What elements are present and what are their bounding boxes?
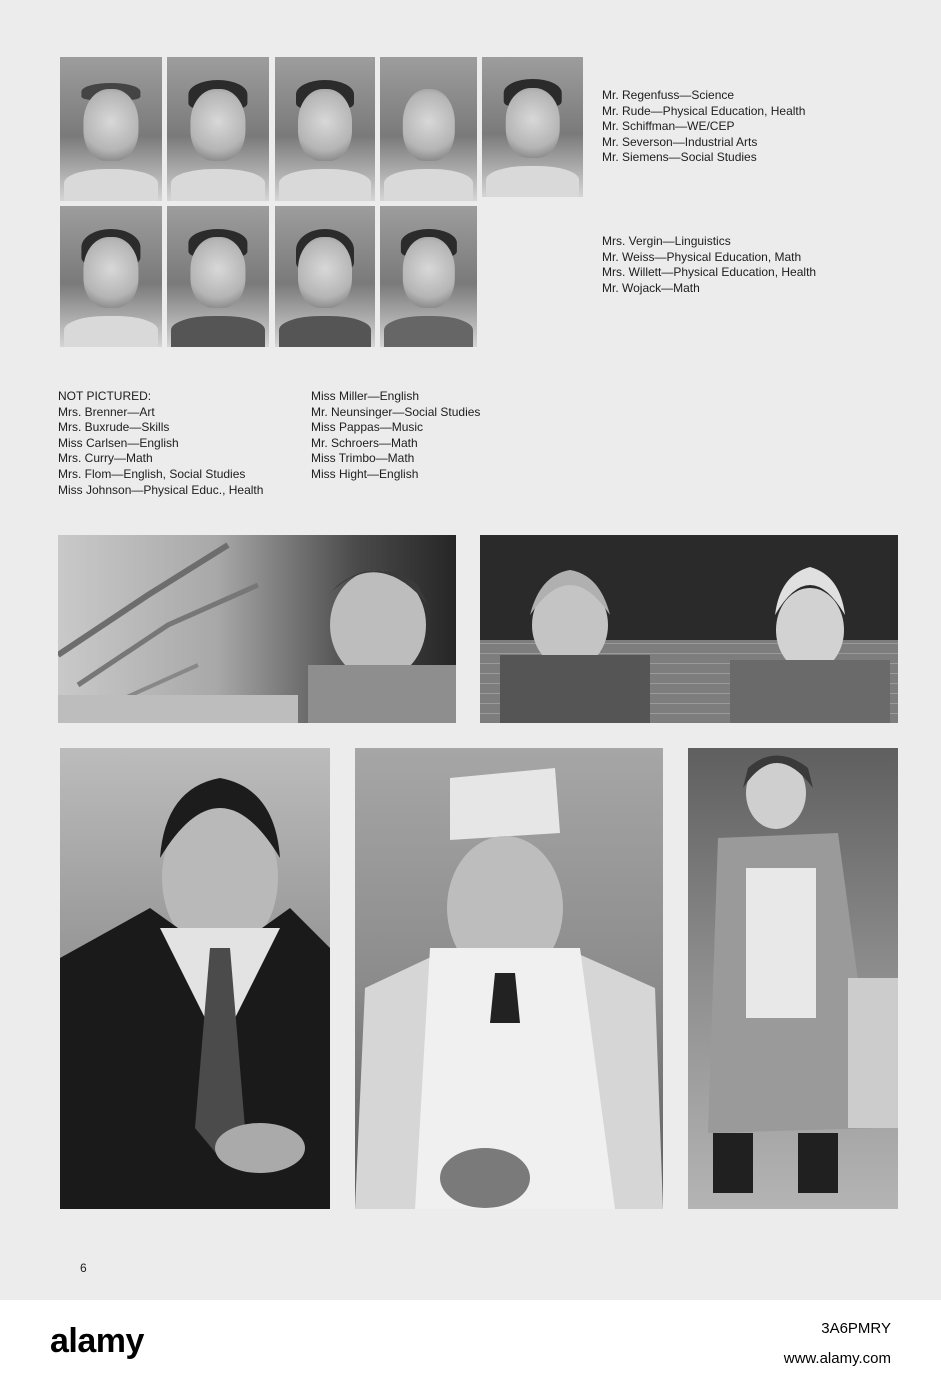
staff-line: Miss Hight—English (311, 466, 419, 481)
captions-group-2 (602, 234, 816, 296)
caption-line: Mrs. Willett—Physical Education, Health (602, 265, 817, 280)
photo-man-in-suit (60, 748, 330, 1209)
photo-teachers-chalkboard (480, 535, 898, 723)
man-suit-graphic (60, 748, 330, 1209)
not-pictured-column-2 (311, 389, 480, 483)
stock-logo: alamy (50, 1322, 144, 1360)
man-paper-hat-graphic (355, 748, 663, 1209)
staff-line: Mrs. Buxrude—Skills (58, 420, 170, 435)
photo-man-in-paper-hat (355, 748, 663, 1209)
portrait-severson (380, 57, 477, 201)
staff-line: Mrs. Curry—Math (58, 451, 153, 466)
not-pictured-column-1 (58, 389, 263, 498)
caption-line: Mr. Siemens—Social Studies (602, 150, 757, 165)
staff-line: Mrs. Flom—English, Social Studies (58, 466, 246, 481)
portrait-wojack (380, 206, 477, 347)
staff-line: Mr. Schroers—Math (311, 435, 418, 450)
captions-group-1 (602, 88, 805, 166)
staff-line: Mr. Neunsinger—Social Studies (311, 404, 481, 419)
teachers-graphic (480, 535, 898, 723)
caption-line: Mr. Schiffman—WE/CEP (602, 119, 735, 134)
terrarium-branches-graphic (58, 535, 456, 723)
photo-teacher-terrarium (58, 535, 456, 723)
staff-line: Miss Miller—English (311, 389, 420, 403)
staff-line: Miss Trimbo—Math (311, 451, 415, 466)
staff-line: Mrs. Brenner—Art (58, 404, 155, 419)
not-pictured-heading: NOT PICTURED: (58, 389, 152, 403)
image-id: 3A6PMRY (821, 1320, 891, 1337)
caption-line: Mr. Wojack—Math (602, 280, 700, 295)
portrait-willett (275, 206, 375, 347)
caption-line: Mr. Severson—Industrial Arts (602, 134, 758, 149)
footer-url: www.alamy.com (783, 1350, 891, 1367)
woman-robe-graphic (688, 748, 898, 1209)
caption-line: Mr. Weiss—Physical Education, Math (602, 249, 802, 264)
portrait-schiffman (275, 57, 375, 201)
portrait-weiss (167, 206, 269, 347)
portrait-regenfuss (60, 57, 162, 201)
staff-line: Miss Carlsen—English (58, 435, 179, 450)
staff-line: Miss Johnson—Physical Educ., Health (58, 482, 264, 497)
portrait-siemens (482, 57, 583, 197)
caption-line: Mrs. Vergin—Linguistics (602, 234, 731, 248)
portrait-vergin (60, 206, 162, 347)
caption-line: Mr. Regenfuss—Science (602, 88, 735, 102)
page-number: 6 (80, 1261, 87, 1275)
staff-line: Miss Pappas—Music (311, 420, 424, 435)
photo-woman-in-robe (688, 748, 898, 1209)
stock-footer-bar (0, 1300, 941, 1390)
portrait-rude (167, 57, 269, 201)
caption-line: Mr. Rude—Physical Education, Health (602, 103, 806, 118)
